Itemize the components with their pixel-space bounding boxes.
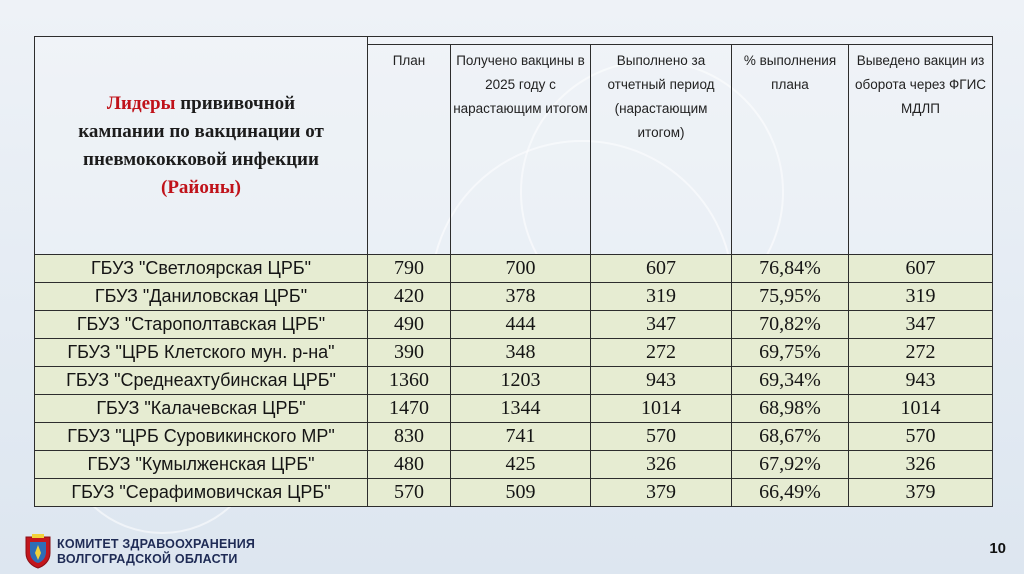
row-done-value: 347 xyxy=(591,311,732,339)
row-received-value: 444 xyxy=(451,311,591,339)
table-title xyxy=(35,37,368,255)
row-district-name: ГБУЗ "Даниловская ЦРБ" xyxy=(35,283,368,311)
title-red-leaders: Лидеры xyxy=(106,92,176,114)
row-done-value: 326 xyxy=(591,451,732,479)
row-plan-value: 830 xyxy=(368,423,451,451)
row-district-name: ГБУЗ "ЦРБ Суровикинского МР" xyxy=(35,423,368,451)
row-withdrawn-value: 272 xyxy=(849,339,993,367)
row-district-name: ГБУЗ "ЦРБ Клетского мун. р-на" xyxy=(35,339,368,367)
row-withdrawn-value: 319 xyxy=(849,283,993,311)
row-percent-value: 68,98% xyxy=(732,395,849,423)
coat-of-arms-logo xyxy=(22,533,54,569)
table-row xyxy=(35,367,993,395)
row-withdrawn-value: 607 xyxy=(849,255,993,283)
row-district-name: ГБУЗ "Светлоярская ЦРБ" xyxy=(35,255,368,283)
row-withdrawn-value: 1014 xyxy=(849,395,993,423)
row-done-value: 570 xyxy=(591,423,732,451)
row-withdrawn-value: 943 xyxy=(849,367,993,395)
org-line-1: КОМИТЕТ ЗДРАВООХРАНЕНИЯ xyxy=(57,537,256,551)
row-percent-value: 69,34% xyxy=(732,367,849,395)
row-percent-value: 67,92% xyxy=(732,451,849,479)
row-received-value: 378 xyxy=(451,283,591,311)
title-red-districts: (Районы) xyxy=(161,176,241,198)
row-district-name: ГБУЗ "Старополтавская ЦРБ" xyxy=(35,311,368,339)
row-plan-value: 1360 xyxy=(368,367,451,395)
table-row xyxy=(35,451,993,479)
table-row xyxy=(35,395,993,423)
table-row xyxy=(35,479,993,507)
row-received-value: 1203 xyxy=(451,367,591,395)
table-row xyxy=(35,255,993,283)
row-district-name: ГБУЗ "Серафимовичская ЦРБ" xyxy=(35,479,368,507)
org-line-2: ВОЛГОГРАДСКОЙ ОБЛАСТИ xyxy=(57,552,238,566)
row-done-value: 943 xyxy=(591,367,732,395)
row-percent-value: 68,67% xyxy=(732,423,849,451)
row-withdrawn-value: 379 xyxy=(849,479,993,507)
row-withdrawn-value: 326 xyxy=(849,451,993,479)
title-part-2: кампании по вакцинации от xyxy=(78,120,324,142)
row-percent-value: 69,75% xyxy=(732,339,849,367)
row-district-name: ГБУЗ "Кумылженская ЦРБ" xyxy=(35,451,368,479)
col-header-plan: План xyxy=(368,45,451,255)
row-plan-value: 570 xyxy=(368,479,451,507)
title-part-1: прививочной xyxy=(175,92,296,114)
row-plan-value: 790 xyxy=(368,255,451,283)
row-plan-value: 420 xyxy=(368,283,451,311)
row-done-value: 319 xyxy=(591,283,732,311)
row-received-value: 509 xyxy=(451,479,591,507)
row-percent-value: 70,82% xyxy=(732,311,849,339)
table-row xyxy=(35,423,993,451)
table-row xyxy=(35,339,993,367)
row-received-value: 425 xyxy=(451,451,591,479)
title-part-3: пневмококковой инфекции xyxy=(83,148,319,170)
row-withdrawn-value: 570 xyxy=(849,423,993,451)
row-plan-value: 480 xyxy=(368,451,451,479)
row-district-name: ГБУЗ "Среднеахтубинская ЦРБ" xyxy=(35,367,368,395)
table-row xyxy=(35,311,993,339)
row-plan-value: 490 xyxy=(368,311,451,339)
col-header-done: Выполнено за отчетный период (нарастающим итогом) xyxy=(591,45,732,255)
col-header-received: Получено вакцины в 2025 году с нарастающим итогом xyxy=(451,45,591,255)
row-received-value: 700 xyxy=(451,255,591,283)
header-top-band xyxy=(368,37,993,45)
row-received-value: 348 xyxy=(451,339,591,367)
organization-name xyxy=(57,537,255,567)
leaders-table xyxy=(34,36,993,507)
row-percent-value: 66,49% xyxy=(732,479,849,507)
row-withdrawn-value: 347 xyxy=(849,311,993,339)
col-header-withdrawn: Выведено вакцин из оборота через ФГИС МДЛП xyxy=(849,45,993,255)
row-plan-value: 1470 xyxy=(368,395,451,423)
table-row xyxy=(35,283,993,311)
row-plan-value: 390 xyxy=(368,339,451,367)
leaders-table-container xyxy=(34,36,994,507)
page-number: 10 xyxy=(989,540,1006,557)
row-received-value: 741 xyxy=(451,423,591,451)
col-header-percent: % выполнения плана xyxy=(732,45,849,255)
row-done-value: 607 xyxy=(591,255,732,283)
row-percent-value: 75,95% xyxy=(732,283,849,311)
row-done-value: 379 xyxy=(591,479,732,507)
table-top-spacer xyxy=(35,37,993,45)
row-percent-value: 76,84% xyxy=(732,255,849,283)
row-done-value: 1014 xyxy=(591,395,732,423)
row-received-value: 1344 xyxy=(451,395,591,423)
row-district-name: ГБУЗ "Калачевская ЦРБ" xyxy=(35,395,368,423)
row-done-value: 272 xyxy=(591,339,732,367)
